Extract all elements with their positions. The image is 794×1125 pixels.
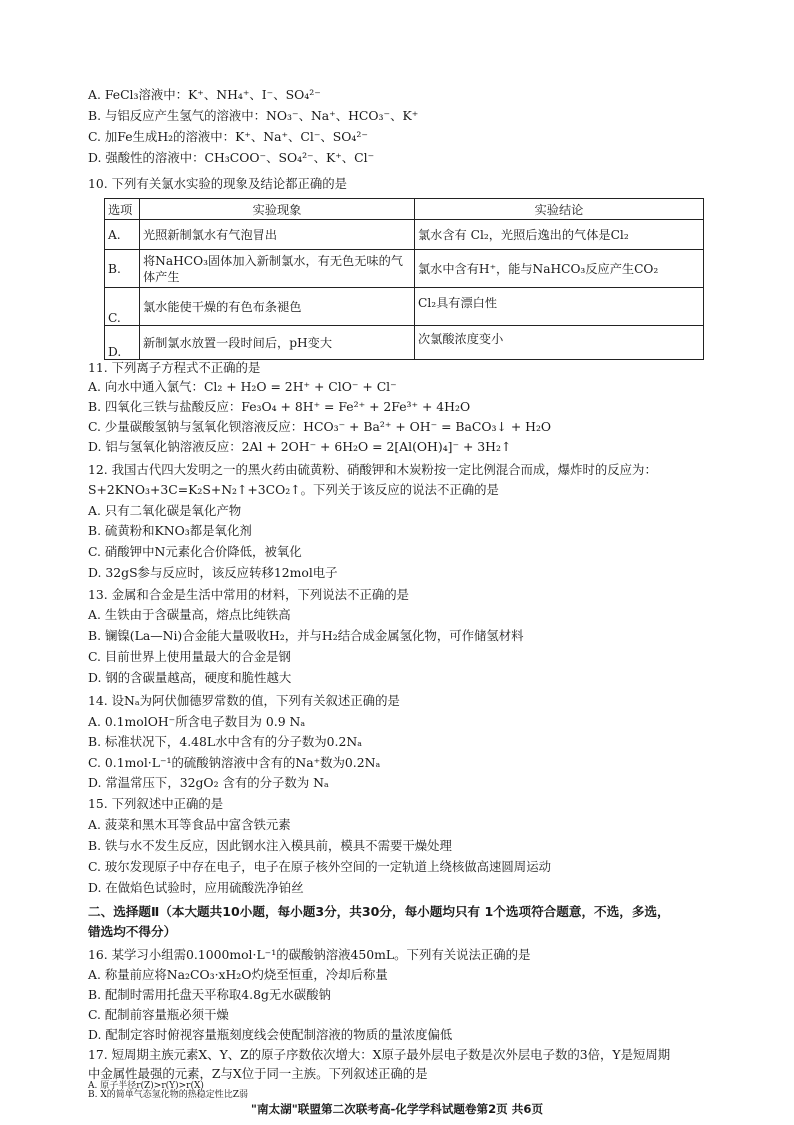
q10-stem: 10. 下列有关氯水实验的现象及结论都正确的是 <box>88 176 348 191</box>
table-row <box>105 250 704 288</box>
q17-option-a: A. 原子半径r(Z)>r(Y)>r(X) <box>88 1081 204 1091</box>
row-conclusion: 次氯酸浓度变小 <box>415 326 704 360</box>
row-phenomenon: 光照新制氯水有气泡冒出 <box>140 220 415 250</box>
row-phenomenon: 新制氯水放置一段时间后，pH变大 <box>140 326 415 360</box>
q13-option-a: A. 生铁由于含碳量高，熔点比纯铁高 <box>88 607 291 622</box>
q15-option-d: D. 在做焰色试验时，应用硫酸洗净铂丝 <box>88 880 304 895</box>
q16-option-c: C. 配制前容量瓶必须干燥 <box>88 1007 229 1022</box>
q16-stem: 16. 某学习小组需0.1000mol·L⁻¹的碳酸钠溶液450mL。下列有关说法正确的是 <box>88 947 531 962</box>
q13-option-d: D. 钢的含碳量越高，硬度和脆性越大 <box>88 670 292 685</box>
q9-option-b: B. 与铝反应产生氢气的溶液中：NO₃⁻、Na⁺、HCO₃⁻、K⁺ <box>88 108 419 123</box>
header-conclusion: 实验结论 <box>415 199 704 220</box>
q12-stem-line1: 12. 我国古代四大发明之一的黑火药由硫黄粉、硝酸钾和木炭粉按一定比例混合而成，爆炸时的反应为： <box>88 462 657 477</box>
q17-stem-line2: 中金属性最强的元素，Z与X位于同一主族。下列叙述正确的是 <box>88 1066 428 1081</box>
row-phenomenon: 将NaHCO₃固体加入新制氯水，有无色无味的气体产生 <box>140 250 415 288</box>
table-row <box>105 288 704 326</box>
q11-option-a: A. 向水中通入氯气：Cl₂ + H₂O = 2H⁺ + ClO⁻ + Cl⁻ <box>88 379 397 394</box>
row-option: A. <box>105 220 140 250</box>
q10-table <box>104 198 704 360</box>
table-row <box>105 326 704 360</box>
q10-table-header <box>105 199 704 220</box>
table-row <box>105 220 704 250</box>
q12-option-a: A. 只有二氧化碳是氧化产物 <box>88 503 242 518</box>
page-footer: "南太湖"联盟第二次联考高-化学学科试题卷第2页 共6页 <box>250 1102 544 1116</box>
header-option: 选项 <box>105 199 140 220</box>
q15-option-a: A. 菠菜和黑木耳等食品中富含铁元素 <box>88 817 291 832</box>
q16-option-a: A. 称量前应将Na₂CO₃·xH₂O灼烧至恒重，冷却后称量 <box>88 967 388 982</box>
q15-option-c: C. 玻尔发现原子中存在电子，电子在原子核外空间的一定轨道上绕核做高速圆周运动 <box>88 859 551 874</box>
section2-title-line1: 二、选择题Ⅱ（本大题共10小题，每小题3分，共30分，每小题均只有 1个选项符合题意，不选，多选， <box>88 904 670 919</box>
q12-option-d: D. 32gS参与反应时，该反应转移12mol电子 <box>88 565 338 580</box>
q16-option-b: B. 配制时需用托盘天平称取4.8g无水碳酸钠 <box>88 987 331 1002</box>
q11-stem: 11. 下列离子方程式不正确的是 <box>88 360 261 375</box>
row-phenomenon: 氯水能使干燥的有色布条褪色 <box>140 288 415 326</box>
q11-option-d: D. 铝与氢氧化钠溶液反应：2Al + 2OH⁻ + 6H₂O = 2[Al(OH)₄]⁻ + 3H₂↑ <box>88 439 512 454</box>
q15-stem: 15. 下列叙述中正确的是 <box>88 796 224 811</box>
section2-title-line2: 错选均不得分） <box>88 924 177 939</box>
row-option: C. <box>105 288 140 326</box>
row-conclusion: 氯水中含有H⁺，能与NaHCO₃反应产生CO₂ <box>415 250 704 288</box>
q14-option-c: C. 0.1mol·L⁻¹的硫酸钠溶液中含有的Na⁺数为0.2Nₐ <box>88 755 381 770</box>
row-conclusion: 氯水含有 Cl₂，光照后逸出的气体是Cl₂ <box>415 220 704 250</box>
q12-option-b: B. 硫黄粉和KNO₃都是氧化剂 <box>88 523 252 538</box>
q14-stem: 14. 设Nₐ为阿伏伽德罗常数的值，下列有关叙述正确的是 <box>88 693 400 708</box>
q9-option-a: A. FeCl₃溶液中：K⁺、NH₄⁺、I⁻、SO₄²⁻ <box>88 87 321 102</box>
q9-option-d: D. 强酸性的溶液中：CH₃COO⁻、SO₄²⁻、K⁺、Cl⁻ <box>88 150 375 165</box>
q17-option-b: B. X的简单气态氢化物的热稳定性比Z弱 <box>88 1090 248 1100</box>
q13-option-b: B. 镧镍(La—Ni)合金能大量吸收H₂，并与H₂结合成金属氢化物，可作储氢材料 <box>88 628 524 643</box>
q15-option-b: B. 铁与水不发生反应，因此钢水注入模具前，模具不需要干燥处理 <box>88 838 452 853</box>
q9-option-c: C. 加Fe生成H₂的溶液中：K⁺、Na⁺、Cl⁻、SO₄²⁻ <box>88 129 368 144</box>
q12-stem-line2: S+2KNO₃+3C=K₂S+N₂↑+3CO₂↑。下列关于该反应的说法不正确的是 <box>88 482 499 497</box>
q14-option-b: B. 标准状况下，4.48L水中含有的分子数为0.2Nₐ <box>88 734 362 749</box>
q13-option-c: C. 目前世界上使用量最大的合金是钢 <box>88 649 291 664</box>
header-phenomenon: 实验现象 <box>140 199 415 220</box>
q16-option-d: D. 配制定容时俯视容量瓶刻度线会使配制溶液的物质的量浓度偏低 <box>88 1027 453 1042</box>
q14-option-a: A. 0.1molOH⁻所含电子数目为 0.9 Nₐ <box>88 714 306 729</box>
q14-option-d: D. 常温常压下，32gO₂ 含有的分子数为 Nₐ <box>88 775 329 790</box>
q17-stem-line1: 17. 短周期主族元素X、Y、Z的原子序数依次增大：X原子最外层电子数是次外层电子数的3倍，Y是短周期 <box>88 1047 671 1062</box>
q11-option-c: C. 少量碳酸氢钠与氢氧化钡溶液反应：HCO₃⁻ + Ba²⁺ + OH⁻ = BaCO₃↓ + H₂O <box>88 419 552 434</box>
q13-stem: 13. 金属和合金是生活中常用的材料，下列说法不正确的是 <box>88 587 410 602</box>
row-option: B. <box>105 250 140 288</box>
row-conclusion: Cl₂具有漂白性 <box>415 288 704 326</box>
q11-option-b: B. 四氧化三铁与盐酸反应：Fe₃O₄ + 8H⁺ = Fe²⁺ + 2Fe³⁺ + 4H₂O <box>88 399 471 414</box>
q12-option-c: C. 硝酸钾中N元素化合价降低，被氧化 <box>88 544 302 559</box>
row-option: D. <box>105 326 140 360</box>
